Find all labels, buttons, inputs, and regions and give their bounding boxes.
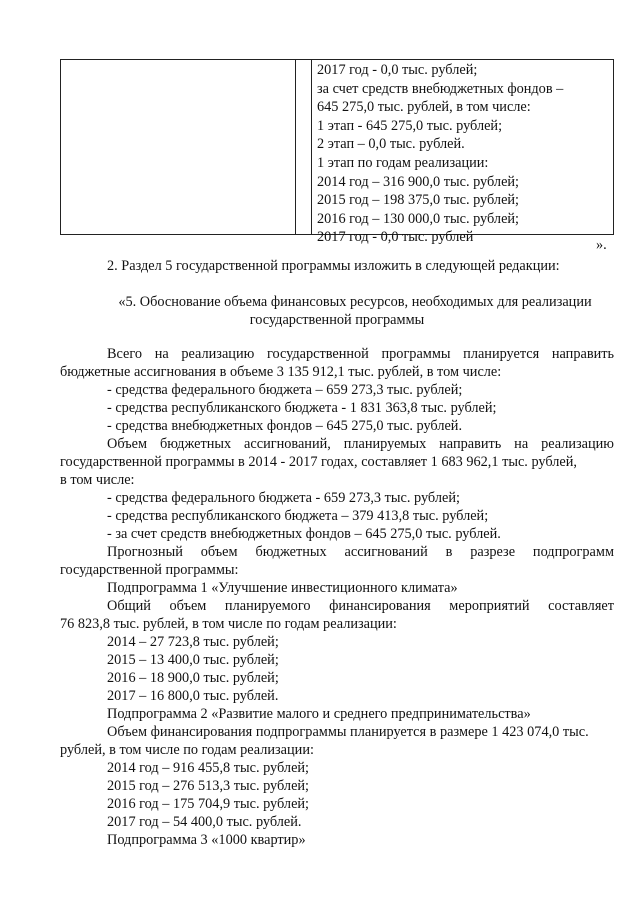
paragraph-line: бюджетные ассигнования в объеме 3 135 912,1 тыс. рублей, в том числе: (60, 364, 502, 380)
year-line: 2017 – 16 800,0 тыс. рублей. (107, 688, 279, 704)
paragraph-line: государственной программы в 2014 - 2017 годах, составляет 1 683 962,1 тыс. рублей, (60, 454, 577, 470)
paragraph-line: Всего на реализацию государственной программы планируется направить (107, 346, 614, 362)
table-cell-line: 645 275,0 тыс. рублей, в том числе: (317, 99, 531, 116)
table-cell-line: 2014 год – 316 900,0 тыс. рублей; (317, 173, 520, 190)
list-item: - средства республиканского бюджета – 379 413,8 тыс. рублей; (107, 508, 489, 524)
paragraph-line: государственной программы: (60, 562, 239, 578)
list-item: - средства федерального бюджета - 659 273,3 тыс. рублей; (107, 490, 460, 506)
paragraph-line: Объем бюджетных ассигнований, планируемых направить на реализацию (107, 436, 614, 452)
table-cell-funding (317, 61, 609, 247)
table-cell-line: 1 этап - 645 275,0 тыс. рублей; (317, 117, 503, 134)
year-line: 2017 год – 54 400,0 тыс. рублей. (107, 814, 302, 830)
closing-quote: ». (596, 237, 607, 253)
list-item: - за счет средств внебюджетных фондов – 645 275,0 тыс. рублей. (107, 526, 501, 542)
paragraph-line: Прогнозный объем бюджетных ассигнований в разрезе подпрограмм (107, 544, 614, 560)
table-cell-line: за счет средств внебюджетных фондов – (317, 80, 564, 97)
list-item: - средства федерального бюджета – 659 273,3 тыс. рублей; (107, 382, 463, 398)
section-instruction: 2. Раздел 5 государственной программы изложить в следующей редакции: (107, 258, 560, 274)
year-line: 2014 – 27 723,8 тыс. рублей; (107, 634, 279, 650)
year-line: 2016 год – 175 704,9 тыс. рублей; (107, 796, 310, 812)
list-item: - средства внебюджетных фондов – 645 275,0 тыс. рублей. (107, 418, 463, 434)
table-divider (295, 60, 296, 234)
paragraph-line: Объем финансирования подпрограммы планируется в размере 1 423 074,0 тыс. (107, 724, 589, 740)
table-cell-line: 2015 год – 198 375,0 тыс. рублей; (317, 192, 520, 209)
subprogram-title: Подпрограмма 2 «Развитие малого и среднего предпринимательства» (107, 706, 531, 722)
paragraph-line: Общий объем планируемого финансирования мероприятий составляет (107, 598, 614, 614)
table-divider (311, 60, 312, 234)
paragraph-line: в том числе: (60, 472, 135, 488)
section-body (60, 345, 614, 849)
table-cell-line: 2016 год – 130 000,0 тыс. рублей; (317, 210, 520, 227)
year-line: 2015 год – 276 513,3 тыс. рублей; (107, 778, 310, 794)
list-item: - средства республиканского бюджета - 1 831 363,8 тыс. рублей; (107, 400, 497, 416)
subprogram-title: Подпрограмма 3 «1000 квартир» (107, 832, 306, 848)
section-heading: «5. Обоснование объема финансовых ресурсов, необходимых для реализации государственной программы (118, 294, 592, 328)
paragraph-line: 76 823,8 тыс. рублей, в том числе по годам реализации: (60, 616, 397, 632)
table-cell-line: 1 этап по годам реализации: (317, 154, 489, 171)
year-line: 2015 – 13 400,0 тыс. рублей; (107, 652, 279, 668)
table-cell-line: 2 этап – 0,0 тыс. рублей. (317, 136, 465, 153)
year-line: 2014 год – 916 455,8 тыс. рублей; (107, 760, 310, 776)
table-fragment (60, 59, 614, 246)
paragraph-line: рублей, в том числе по годам реализации: (60, 742, 314, 758)
year-line: 2016 – 18 900,0 тыс. рублей; (107, 670, 279, 686)
table-cell-line: 2017 год - 0,0 тыс. рублей; (317, 62, 478, 78)
table-cell-line: 2017 год - 0,0 тыс. рублей (317, 229, 474, 246)
subprogram-title: Подпрограмма 1 «Улучшение инвестиционного климата» (107, 580, 458, 596)
